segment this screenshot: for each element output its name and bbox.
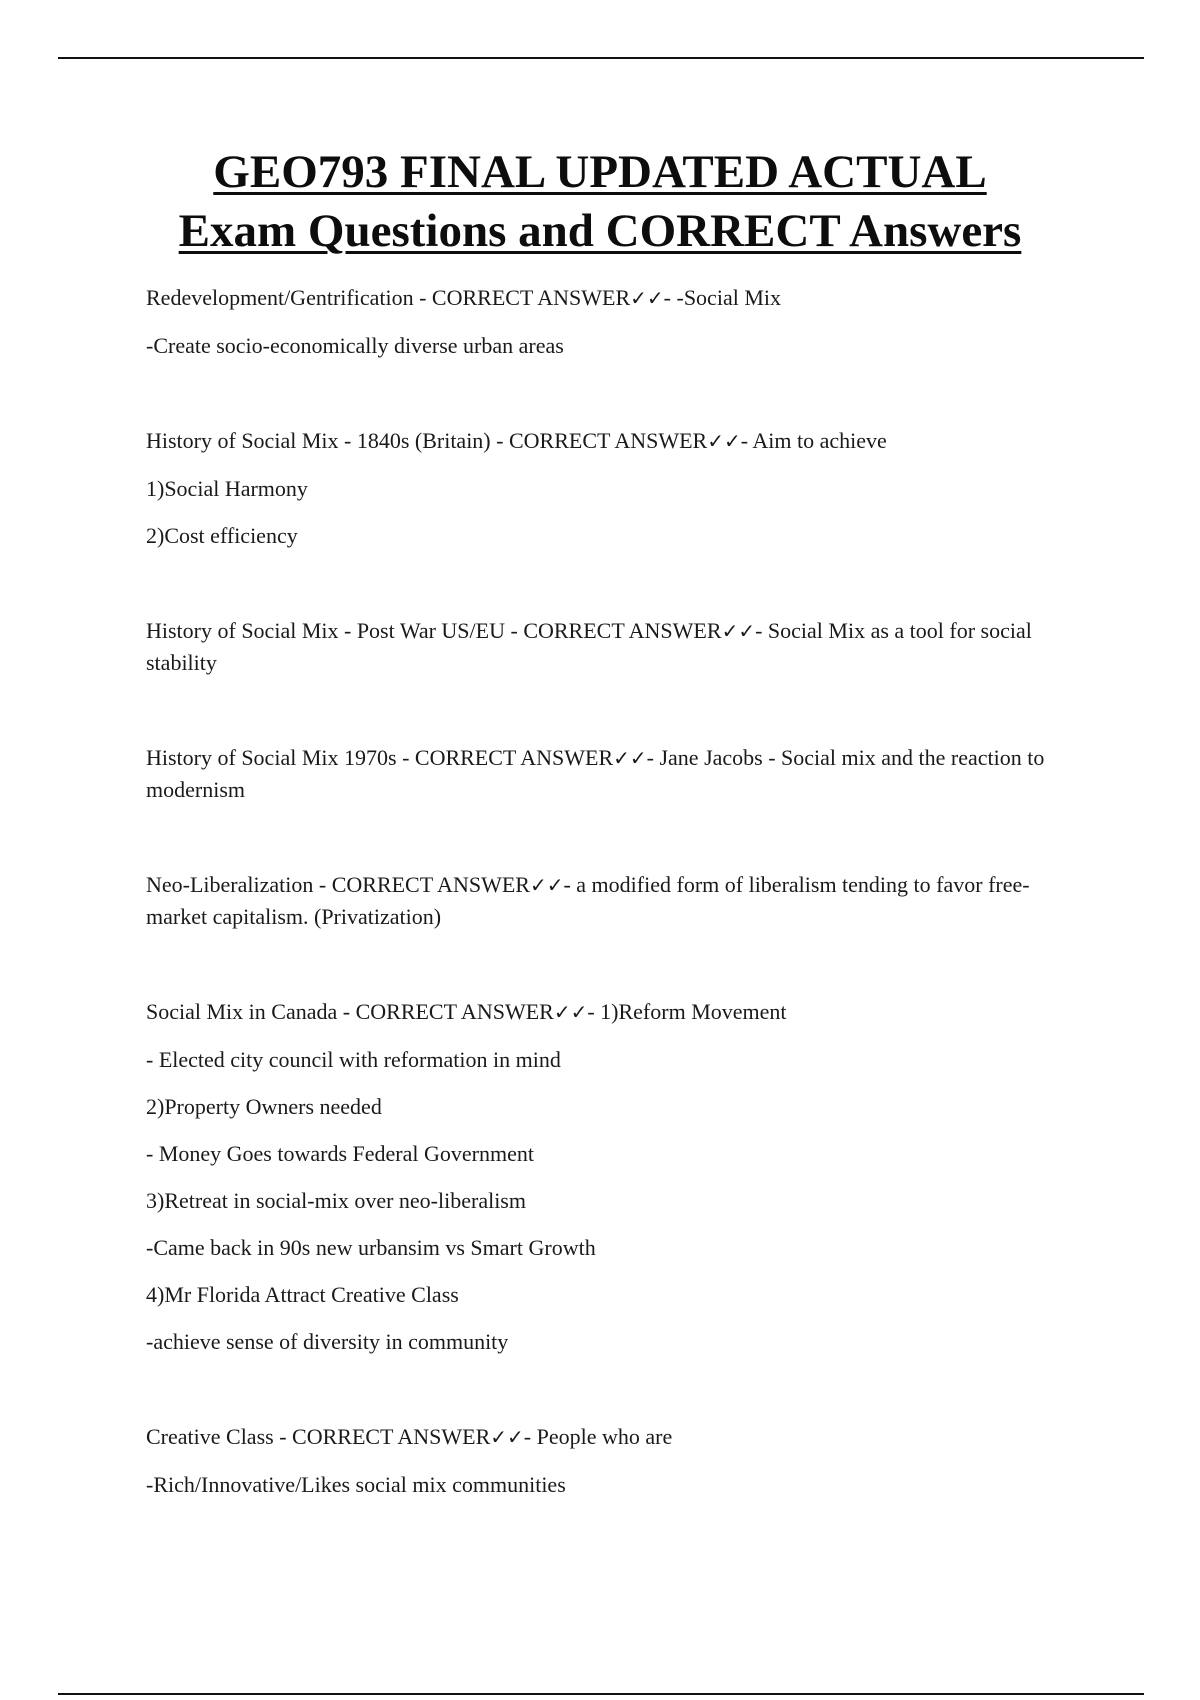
check-marks-icon: ✓✓ (721, 619, 756, 643)
qa-answer-line: 1)Social Harmony (146, 476, 308, 501)
qa-entry (146, 996, 1046, 1357)
qa-answer: Aim to achieve (752, 428, 887, 453)
qa-entry (146, 282, 1046, 361)
qa-question-line: History of Social Mix 1970s - CORRECT ANSWER✓✓- Jane Jacobs - Social mix and the reaction to modernism (146, 745, 1045, 802)
qa-entry (146, 425, 1046, 551)
check-marks-icon: ✓✓ (630, 286, 664, 310)
top-rule (58, 57, 1144, 59)
check-marks-icon: ✓✓ (613, 746, 647, 770)
qa-answer: 1)Reform Movement (600, 999, 787, 1024)
answer-marker: CORRECT ANSWER (414, 745, 614, 770)
check-marks-icon: ✓✓ (490, 1425, 524, 1449)
check-marks-icon: ✓✓ (529, 873, 564, 897)
answer-marker: CORRECT ANSWER (355, 999, 554, 1024)
qa-term: History of Social Mix 1970s (146, 745, 397, 770)
qa-list (146, 282, 1046, 1564)
qa-question-line: Neo-Liberalization - CORRECT ANSWER✓✓- a modified form of liberalism tending to favor free-market capitalism. (Privatization) (146, 872, 1030, 929)
qa-term: History of Social Mix - Post War US/EU (146, 618, 505, 643)
qa-answer-line: -Create socio-economically diverse urban areas (146, 333, 564, 358)
qa-answer-line: -Came back in 90s new urbansim vs Smart Growth (146, 1235, 596, 1260)
qa-term: Redevelopment/Gentrification (146, 285, 414, 310)
qa-answer: a modified form of liberalism tending to favor free-market capitalism. (Privatization) (146, 872, 1030, 929)
qa-answer: -Social Mix (676, 285, 781, 310)
qa-answer-line: - Money Goes towards Federal Government (146, 1141, 534, 1166)
qa-answer-line: -achieve sense of diversity in community (146, 1329, 509, 1354)
qa-question-line: Social Mix in Canada - CORRECT ANSWER✓✓- 1)Reform Movement (146, 999, 787, 1024)
answer-marker: CORRECT ANSWER (508, 428, 708, 453)
answer-marker: CORRECT ANSWER (292, 1424, 491, 1449)
qa-term: Creative Class (146, 1424, 274, 1449)
qa-entry (146, 742, 1046, 805)
answer-marker: CORRECT ANSWER (331, 872, 530, 897)
answer-marker: CORRECT ANSWER (523, 618, 722, 643)
qa-answer-line: 2)Property Owners needed (146, 1094, 382, 1119)
qa-question-line: Creative Class - CORRECT ANSWER✓✓- People who are (146, 1424, 673, 1449)
qa-term: Social Mix in Canada (146, 999, 338, 1024)
qa-answer-line: 2)Cost efficiency (146, 523, 298, 548)
qa-entry (146, 615, 1046, 678)
qa-question-line: Redevelopment/Gentrification - CORRECT ANSWER✓✓- -Social Mix (146, 285, 781, 310)
bottom-rule (58, 1693, 1144, 1695)
title-line-1: GEO793 FINAL UPDATED ACTUAL (213, 146, 987, 198)
qa-term: Neo-Liberalization (146, 872, 314, 897)
qa-answer: Jane Jacobs - Social mix and the reaction to modernism (146, 745, 1045, 802)
qa-answer: People who are (536, 1424, 673, 1449)
title-line-2: Exam Questions and CORRECT Answers (178, 205, 1022, 257)
qa-entry (146, 869, 1046, 932)
check-marks-icon: ✓✓ (553, 1000, 588, 1024)
qa-answer-line: - Elected city council with reformation in mind (146, 1047, 561, 1072)
document-title (0, 143, 1200, 261)
qa-answer-line: 3)Retreat in social-mix over neo-liberalism (146, 1188, 526, 1213)
qa-entry (146, 1421, 1046, 1500)
qa-answer-line: -Rich/Innovative/Likes social mix communities (146, 1472, 566, 1497)
answer-marker: CORRECT ANSWER (431, 285, 631, 310)
qa-answer-line: 4)Mr Florida Attract Creative Class (146, 1282, 459, 1307)
qa-answer: Social Mix as a tool for social stability (146, 618, 1032, 675)
qa-term: History of Social Mix - 1840s (Britain) (146, 428, 491, 453)
qa-question-line: History of Social Mix - 1840s (Britain) - CORRECT ANSWER✓✓- Aim to achieve (146, 428, 887, 453)
check-marks-icon: ✓✓ (707, 429, 741, 453)
qa-question-line: History of Social Mix - Post War US/EU - CORRECT ANSWER✓✓- Social Mix as a tool for social stability (146, 618, 1032, 675)
